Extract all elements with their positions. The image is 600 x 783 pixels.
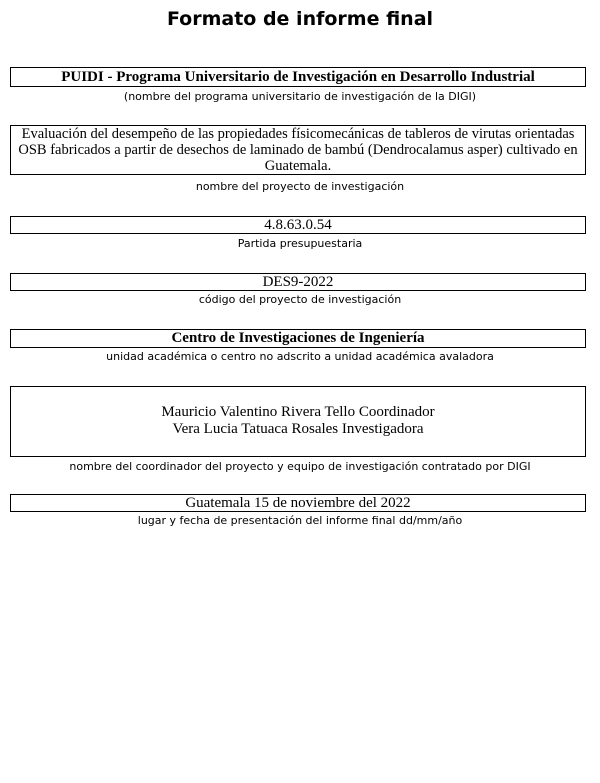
program-caption: (nombre del programa universitario de investigación de la DIGI) [123, 90, 477, 103]
budget-line-caption: Partida presupuestaria [237, 237, 363, 250]
budget-line-field: 4.8.63.0.54 [10, 216, 586, 234]
team-member-coordinator: Mauricio Valentino Rivera Tello Coordinador [161, 404, 435, 420]
research-team-caption: nombre del coordinador del proyecto y equipo de investigación contratado por DIGI [69, 460, 531, 473]
academic-unit-caption: unidad académica o centro no adscrito a unidad académica avaladora [106, 350, 494, 363]
project-name-caption: nombre del proyecto de investigación [195, 180, 405, 193]
project-name-field: Evaluación del desempeño de las propiedades físicomecánicas de tableros de virutas orientadas OSB fabricados a partir de desechos de laminado de bambú (Dendrocalamus asper) cultivado en Guatemala. [10, 125, 586, 175]
program-field: PUIDI - Programa Universitario de Investigación en Desarrollo Industrial [10, 67, 586, 87]
project-code-caption: código del proyecto de investigación [198, 293, 402, 306]
place-date-caption: lugar y fecha de presentación del informe final dd/mm/año [137, 514, 463, 527]
academic-unit-field: Centro de Investigaciones de Ingeniería [10, 329, 586, 348]
page-title: Formato de informe final [166, 8, 434, 30]
research-team-field [10, 386, 586, 457]
place-date-field: Guatemala 15 de noviembre del 2022 [10, 494, 586, 512]
project-code-field: DES9-2022 [10, 273, 586, 291]
team-member-researcher: Vera Lucia Tatuaca Rosales Investigadora [172, 421, 424, 437]
